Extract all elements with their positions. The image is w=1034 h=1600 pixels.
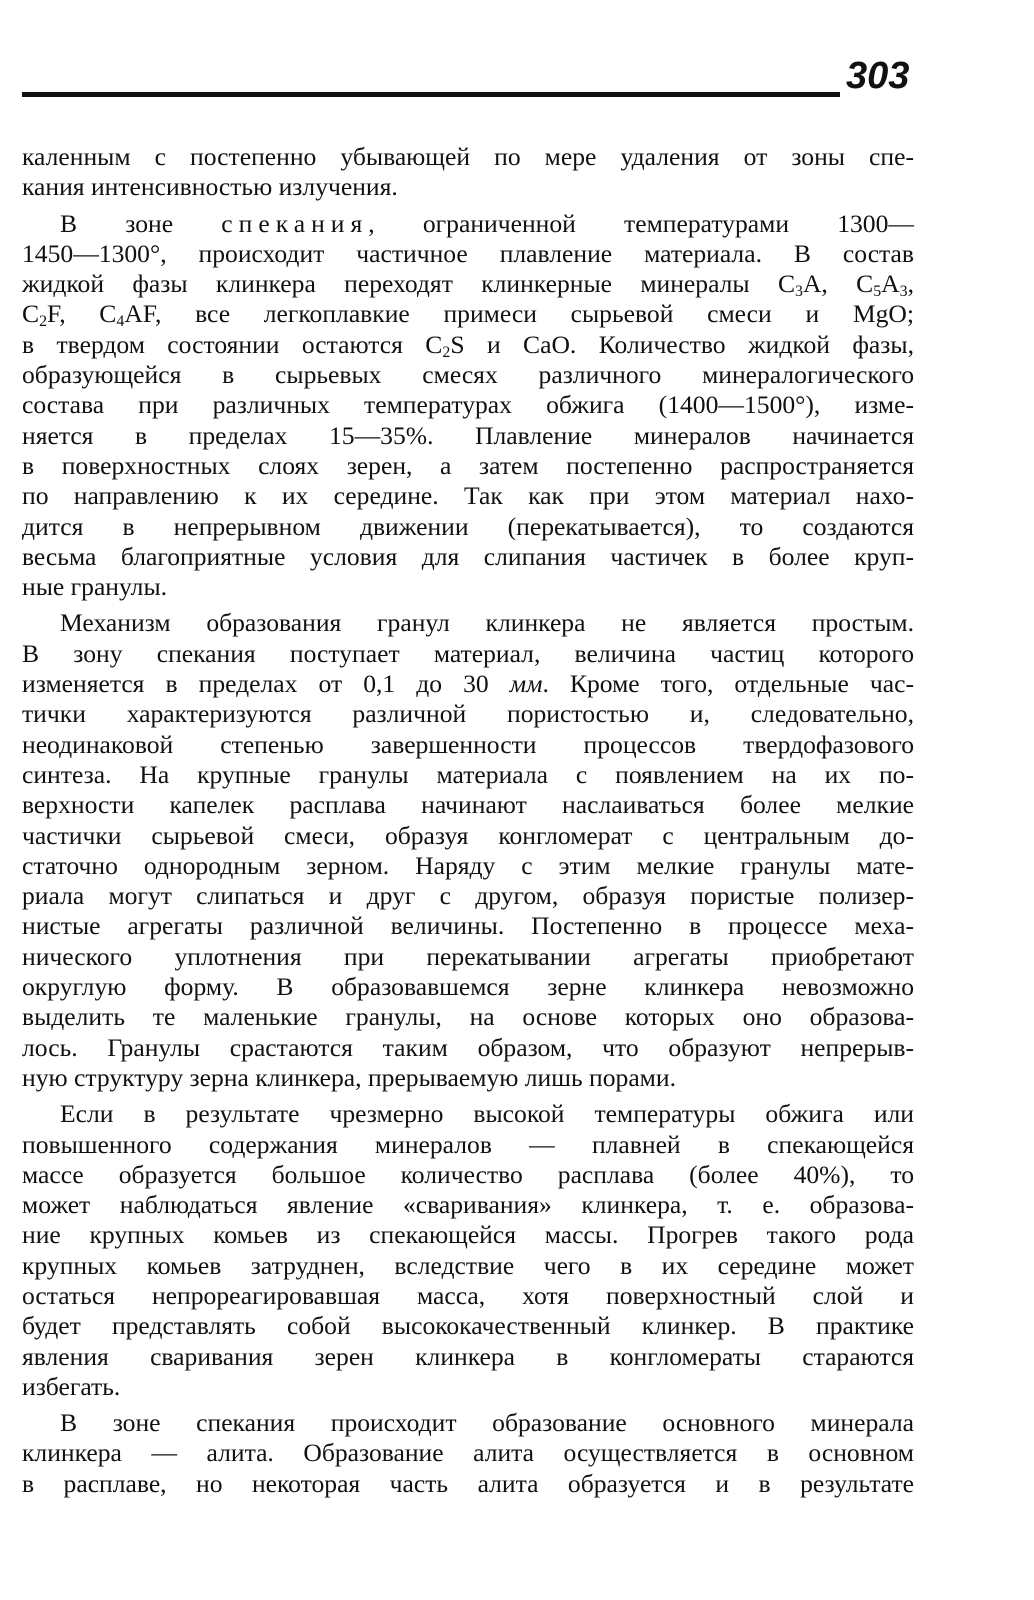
page-number: 303 <box>846 55 910 97</box>
text-line: В зону спекания поступает материал, величина частиц которого <box>22 638 914 668</box>
text-line: Механизм образования гранул клинкера не является простым. <box>60 608 914 638</box>
text-line: нистые агрегаты различной величины. Постепенно в процессе меха- <box>22 911 914 941</box>
text-line: изменяется в пределах от 0,1 до 30 мм. Кроме того, отдельные час- <box>22 669 914 699</box>
text-line: крупных комьев затруднен, вследствие чего в их середине может <box>22 1250 914 1280</box>
text-line: клинкера — алита. Образование алита осуществляется в основном <box>22 1438 914 1468</box>
text-line: В зоне спекания происходит образование основного минерала <box>60 1408 914 1438</box>
text-line: округлую форму. В образовавшемся зерне клинкера невозможно <box>22 972 914 1002</box>
paragraph <box>22 608 914 1093</box>
text-line: нического уплотнения при перекатывании агрегаты приобретают <box>22 941 914 971</box>
text-line: в поверхностных слоях зерен, а затем постепенно распространяется <box>22 450 914 480</box>
text-line: тички характеризуются различной пористостью и, следовательно, <box>22 699 914 729</box>
text-line: кания интенсивностью излучения. <box>22 172 398 202</box>
body-text <box>22 142 914 1499</box>
text-line: 1450—1300°, происходит частичное плавление материала. В состав <box>22 238 914 268</box>
text-line: дится в непрерывном движении (перекатывается), то создаются <box>22 511 914 541</box>
text-line: образующейся в сырьевых смесях различного минералогического <box>22 360 914 390</box>
text-line: избегать. <box>22 1371 121 1401</box>
text-line: по направлению к их середине. Так как при этом материал нахо- <box>22 481 914 511</box>
text-line: весьма благоприятные условия для слипания частичек в более круп- <box>22 541 914 571</box>
paragraph <box>22 1099 914 1402</box>
text-line: повышенного содержания минералов — плавней в спекающейся <box>22 1129 914 1159</box>
text-line: будет представлять собой высококачественный клинкер. В практике <box>22 1311 914 1341</box>
text-line: ные гранулы. <box>22 572 168 602</box>
text-line: явления сваривания зерен клинкера в конгломераты стараются <box>22 1341 914 1371</box>
paragraph <box>22 142 914 203</box>
text-line: статочно однородным зерном. Наряду с этим мелкие гранулы мате- <box>22 850 914 880</box>
text-line: массе образуется большое количество расплава (более 40%), то <box>22 1159 914 1189</box>
text-line: остаться непрореагировавшая масса, хотя поверхностный слой и <box>22 1280 914 1310</box>
text-line: В зоне спекания, ограниченной температурами 1300— <box>60 208 914 238</box>
text-line: риала могут слипаться и друг с другом, образуя пористые полизер- <box>22 881 914 911</box>
text-line: ние крупных комьев из спекающейся массы. Прогрев такого рода <box>22 1220 914 1250</box>
text-line: состава при различных температурах обжига (1400—1500°), изме- <box>22 390 914 420</box>
text-line: в твердом состоянии остаются $C_2S$ и CaO. Количество жидкой фазы, <box>22 329 914 361</box>
text-line: в расплаве, но некоторая часть алита образуется и в результате <box>22 1468 914 1498</box>
text-line: жидкой фазы клинкера переходят клинкерные минералы $C_3A$, $C_5A_3$, <box>22 269 914 301</box>
text-line: может наблюдаться явление «сваривания» клинкера, т. е. образова- <box>22 1190 914 1220</box>
header-rule <box>22 92 840 97</box>
text-line: Если в результате чрезмерно высокой температуры обжига или <box>60 1099 914 1129</box>
text-line: няется в пределах 15—35%. Плавление минералов начинается <box>22 420 914 450</box>
paragraph <box>22 1408 914 1499</box>
paragraph <box>22 209 914 603</box>
text-line: синтеза. На крупные гранулы материала с появлением на их по- <box>22 759 914 789</box>
text-line: выделить те маленькие гранулы, на основе которых оно образова- <box>22 1002 914 1032</box>
text-line: лось. Гранулы срастаются таким образом, что образуют непрерыв- <box>22 1032 914 1062</box>
text-line: $C_2F$, $C_4AF$, все легкоплавкие примеси сырьевой смеси и MgO; <box>22 299 914 331</box>
text-line: каленным с постепенно убывающей по мере удаления от зоны спе- <box>22 142 914 171</box>
text-line: верхности капелек расплава начинают наслаиваться более мелкие <box>22 790 914 820</box>
text-line: частички сырьевой смеси, образуя конгломерат с центральным до- <box>22 820 914 850</box>
text-line: неодинаковой степенью завершенности процессов твердофазового <box>22 729 914 759</box>
text-line: ную структуру зерна клинкера, прерываемую лишь порами. <box>22 1062 676 1092</box>
